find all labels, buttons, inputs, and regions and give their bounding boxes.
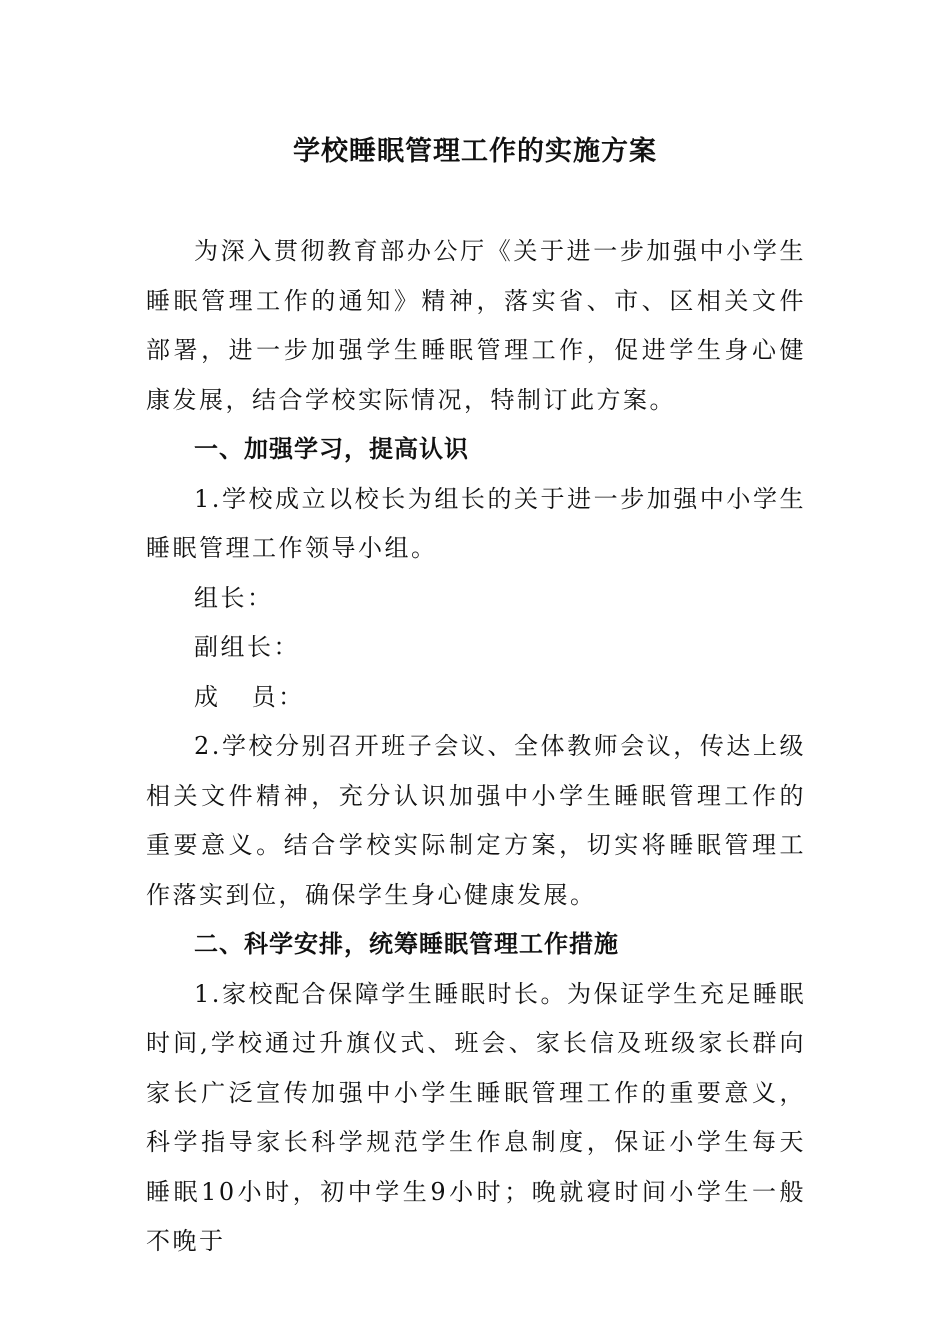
deputy-leader-label: 副组长：	[194, 633, 300, 661]
section-1-item-1: 1.学校成立以校长为组长的关于进一步加强中小学生睡眠管理工作领导小组。	[146, 484, 806, 562]
section-2-heading: 二、科学安排，统筹睡眠管理工作措施	[194, 930, 619, 958]
section-1-item-2: 2.学校分别召开班子会议、全体教师会议，传达上级相关文件精神，充分认识加强中小学生睡眠管理工作的重要意义。结合学校实际制定方案，切实将睡眠管理工作落实到位，确保学生身心健康发展。	[146, 732, 806, 909]
leader-label: 组长：	[194, 583, 274, 612]
members-label	[146, 673, 806, 723]
intro-paragraph: 为深入贯彻教育部办公厅《关于进一步加强中小学生睡眠管理工作的通知》精神，落实省、市、区相关文件部署，进一步加强学生睡眠管理工作，促进学生身心健康发展，结合学校实际情况，特制订此方案。	[146, 237, 806, 414]
document-body	[146, 227, 806, 1267]
section-1-heading: 一、加强学习，提高认识	[194, 435, 469, 463]
section-2-item-1: 1.家校配合保障学生睡眠时长。为保证学生充足睡眠时间,学校通过升旗仪式、班会、家长信及班级家长群向家长广泛宣传加强中小学生睡眠管理工作的重要意义，科学指导家长科学规范学生作息制度，保证小学生每天睡眠10小时，初中学生9小时；晚就寝时间小学生一般不晚于	[146, 979, 806, 1255]
members-label-char: 成	[194, 682, 221, 711]
members-label-rest: 员：	[251, 682, 305, 711]
document-title: 学校睡眠管理工作的实施方案	[293, 136, 657, 167]
